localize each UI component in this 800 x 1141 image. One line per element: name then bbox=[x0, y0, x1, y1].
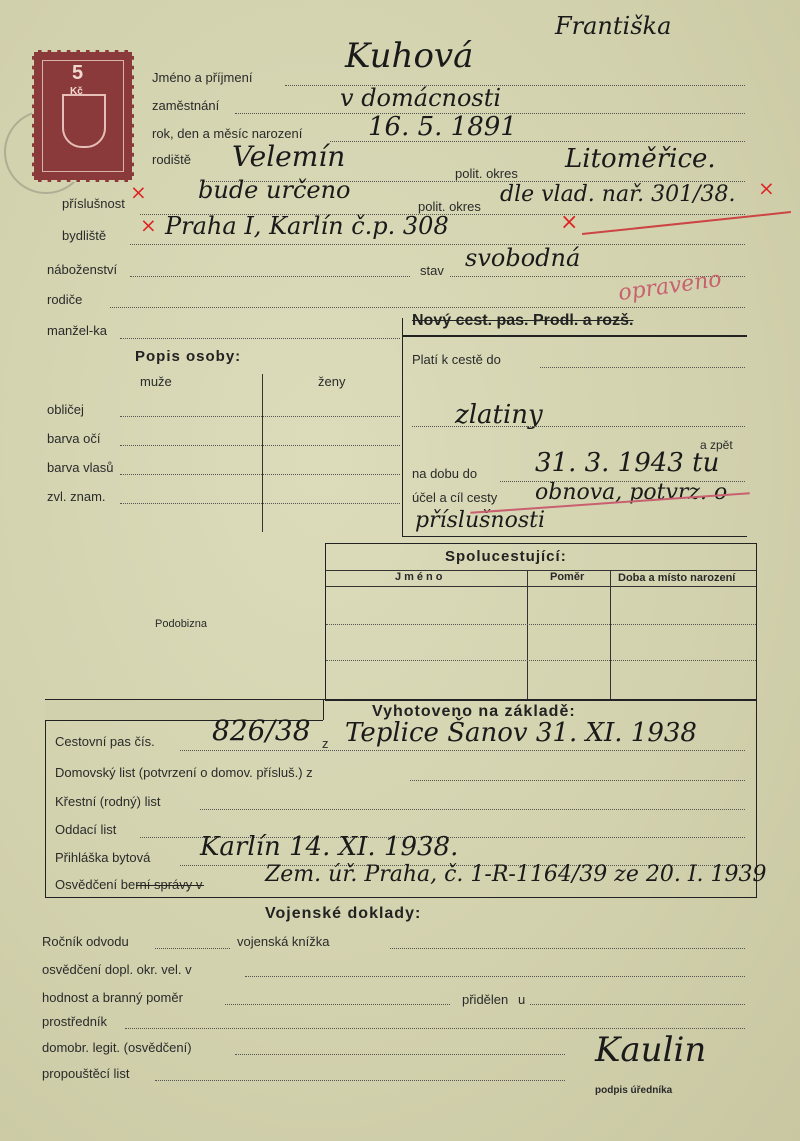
passport-title: Nový cest. pas. Prodl. a rozš. bbox=[412, 312, 634, 329]
surname-value: Kuhová bbox=[345, 36, 474, 76]
basis-row-passport-value2: Teplice Šanov 31. XI. 1938 bbox=[345, 718, 697, 748]
description-row-face: obličej bbox=[47, 402, 84, 417]
description-row-hair: barva vlasů bbox=[47, 460, 114, 475]
military-year-label: Ročník odvodu bbox=[42, 934, 129, 949]
description-col-female: ženy bbox=[318, 374, 346, 389]
basis-row-passport-label: Cestovní pas čís. bbox=[55, 734, 155, 749]
basis-row-passport-suffix: z bbox=[322, 736, 329, 751]
basis-row-tax-label: Osvědčení berní správy v bbox=[55, 877, 203, 892]
residence-label: bydliště bbox=[62, 228, 107, 243]
companions-table bbox=[325, 543, 757, 701]
period-label: na dobu do bbox=[412, 466, 478, 481]
military-rank-label: hodnost a branný poměr bbox=[42, 990, 183, 1005]
companions-title: Spolucestující: bbox=[445, 548, 567, 565]
occupation-value: v domácnosti bbox=[340, 84, 502, 112]
official-signature: Kaulin bbox=[595, 1030, 707, 1070]
valid-value: zlatiny bbox=[455, 400, 543, 430]
military-legit-label: domobr. legit. (osvědčení) bbox=[42, 1040, 192, 1055]
polit-okres-label: polit. okres bbox=[455, 166, 518, 181]
companions-col-birth: Doba a místo narození bbox=[618, 572, 736, 584]
birth-value: 16. 5. 1891 bbox=[368, 112, 517, 142]
basis-row-passport-value: 826/38 bbox=[212, 714, 311, 747]
photo-label: Podobizna bbox=[155, 618, 207, 630]
polit-okres-value: Litoměřice. bbox=[565, 144, 716, 174]
description-row-marks: zvl. znam. bbox=[47, 489, 106, 504]
first-name-value: Františka bbox=[555, 12, 672, 40]
basis-row-birth-cert-label: Křestní (rodný) list bbox=[55, 794, 161, 809]
birthplace-value: Velemín bbox=[232, 140, 346, 173]
birthplace-label: rodiště bbox=[152, 152, 192, 167]
description-col-male: muže bbox=[140, 374, 172, 389]
basis-title: Vyhotoveno na základě: bbox=[372, 703, 576, 720]
military-cert-label: osvědčení dopl. okr. vel. v bbox=[42, 962, 192, 977]
status-label: stav bbox=[420, 263, 444, 278]
revenue-stamp bbox=[32, 50, 134, 182]
period-value: 31. 3. 1943 tu bbox=[535, 448, 720, 478]
military-assigned-label: přidělen bbox=[462, 992, 509, 1007]
basis-row-domicile-label: Domovský list (potvrzení o domov. přísluš.) z bbox=[55, 765, 313, 780]
basis-row-registration-label: Přihláška bytová bbox=[55, 850, 151, 865]
description-title: Popis osoby: bbox=[135, 348, 242, 365]
coat-of-arms-icon bbox=[62, 94, 106, 148]
correction-note: opraveno bbox=[616, 266, 724, 307]
military-release-label: propouštěcí list bbox=[42, 1066, 130, 1081]
citizenship-value: bude určeno bbox=[198, 176, 351, 204]
residence-value: Praha I, Karlín č.p. 308 bbox=[165, 212, 449, 240]
name-label: Jméno a příjmení bbox=[152, 70, 253, 85]
occupation-label: zaměstnání bbox=[152, 98, 220, 113]
purpose-value-1: obnova, potvrz. o bbox=[535, 480, 728, 505]
return-label: a zpět bbox=[700, 438, 733, 452]
stamp-unit: Kč bbox=[70, 86, 83, 97]
military-book-label: vojenská knížka bbox=[237, 934, 330, 949]
military-title: Vojenské doklady: bbox=[265, 905, 422, 922]
citizenship-okres-value: dle vlad. nař. 301/38. bbox=[500, 182, 736, 207]
purpose-value-2: příslušnosti bbox=[415, 508, 546, 533]
citizenship-okres-label: polit. okres bbox=[418, 199, 481, 214]
spouse-label: manžel-ka bbox=[47, 323, 107, 338]
stamp-value: 5 bbox=[72, 62, 84, 84]
basis-row-marriage-label: Oddací list bbox=[55, 822, 117, 837]
basis-row-tax-value: Zem. úř. Praha, č. 1-R-1164/39 ze 20. I. 1939 bbox=[265, 862, 767, 887]
military-agent-label: prostředník bbox=[42, 1014, 108, 1029]
citizenship-label: příslušnost bbox=[62, 196, 125, 211]
birth-label: rok, den a měsíc narození bbox=[152, 126, 303, 141]
document-page: 5 Kč Františka Kuhová Jméno a příjmení zaměstnání v domácnosti rok, den a měsíc narození 16. 5. 1891 rodiště Velemín polit. okres Litoměřice. příslušnost × bude určeno polit. okres dle vlad. nař. 301/38. × bydliště × Praha I, Karlín č.p. 308 × náboženství stav svobodná rodiče opraveno manžel-ka Popis osoby: muže ženy obličej barva očí barva vlasů zvl. znam. Nový cest. pas. Prodl. a rozš. Platí k cestě do zlatiny a zpět na dobu do 31. 3. 1943 tu účel a cíl cesty obnova, potvrz. o příslušnosti Podobizna Spolucestující: Jméno Poměr Doba a místo narození Vyhotoveno na základě: Cestovní pas čís. 826/38 z Teplice Šanov 31. XI. 1938 Domovský list (potvrzení o domov. přísluš.) z Křestní (rodný) list Oddací list Přihláška bytová Karlín 14. XI. 1938. Osvědčení berní správy v Zem. úř. Praha, č. 1-R-1164/39 ze 20. I. 1939 Vojenské doklady: Ročník odvodu vojenská knížka osvědčení dopl. okr. vel. v hodnost a branný poměr přidělen u prostředník domobr. legit. (osvědčení) propouštěcí list Kaulin podpis úředníka bbox=[0, 0, 800, 1141]
religion-label: náboženství bbox=[47, 262, 118, 277]
signature-label: podpis úředníka bbox=[595, 1085, 673, 1096]
purpose-label: účel a cíl cesty bbox=[412, 490, 498, 505]
status-value: svobodná bbox=[465, 244, 581, 272]
companions-col-name: Jméno bbox=[395, 571, 446, 583]
description-row-eyes: barva očí bbox=[47, 431, 101, 446]
basis-row-registration-value: Karlín 14. XI. 1938. bbox=[200, 832, 459, 862]
valid-label: Platí k cestě do bbox=[412, 352, 501, 367]
companions-col-relation: Poměr bbox=[550, 571, 585, 583]
parents-label: rodiče bbox=[47, 292, 83, 307]
military-u-label: u bbox=[518, 992, 526, 1007]
